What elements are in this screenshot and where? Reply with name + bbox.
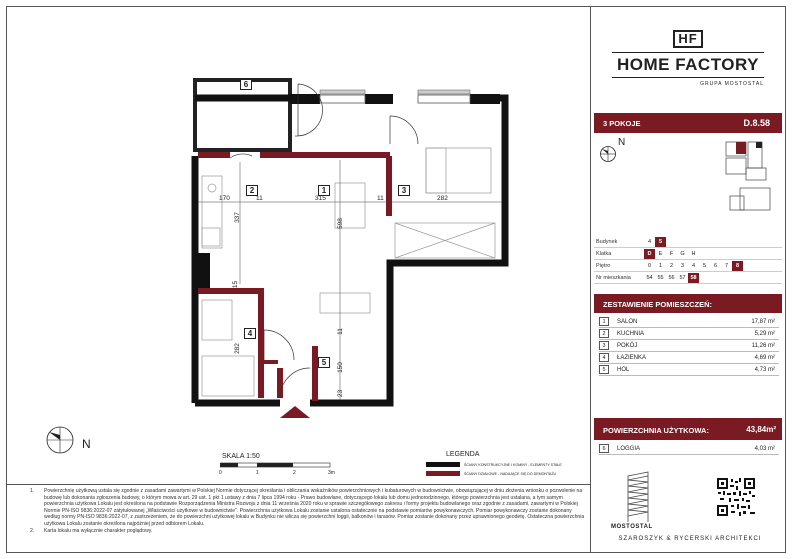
- mostostal-label: MOSTOSTAL: [611, 524, 653, 530]
- grid-cell: G: [680, 250, 685, 257]
- dim-11b: 11: [377, 195, 384, 202]
- grid-row-building: [594, 236, 782, 248]
- grid-cell: 7: [724, 262, 729, 269]
- room-number: 2: [599, 329, 609, 338]
- logo-name: HOME FACTORY: [612, 52, 764, 78]
- room-name: SALON: [617, 318, 638, 325]
- room-label-1: 1: [318, 185, 330, 196]
- room-list: [599, 316, 779, 376]
- usable-area-value: 43,84m²: [746, 425, 776, 434]
- room-area: 11,26 m²: [751, 342, 775, 349]
- room-name: KUCHNIA: [617, 330, 645, 337]
- unit-header-bar: [594, 113, 782, 133]
- room-label-2: 2: [246, 185, 258, 196]
- legend-item-partition: [426, 471, 556, 476]
- dim-15: 15: [232, 280, 240, 289]
- grid-label: Nr mieszkania: [596, 274, 631, 281]
- grid-cell: E: [658, 250, 663, 257]
- legend-text: ŚCIANY DZIAŁOWE - NADAJĄCE SIĘ DO DEMONTAŻU: [464, 471, 557, 476]
- home-factory-logo: [612, 30, 764, 92]
- note-text: Karta lokalu ma wyłącznie charakter poglądowy.: [44, 527, 153, 534]
- room-row: [599, 340, 779, 352]
- grid-cell: 57: [679, 274, 686, 281]
- dim-337: 337: [233, 212, 241, 223]
- room-name: ŁAZIENKA: [617, 354, 647, 361]
- grid-cell: H: [691, 250, 696, 257]
- legend-title: LEGENDA: [446, 451, 480, 458]
- grid-cell: 3: [680, 262, 685, 269]
- logo-mark: HF: [673, 30, 702, 48]
- grid-cell: 4: [647, 238, 652, 245]
- room-area: 4,03 m²: [754, 445, 775, 452]
- grid-cell-active: 8: [732, 261, 743, 271]
- grid-cell: 2: [669, 262, 674, 269]
- loggia-row: [599, 443, 779, 455]
- grid-cell: 54: [646, 274, 653, 281]
- summary-title: ZESTAWIENIE POMIESZCZEŃ:: [603, 300, 713, 309]
- summary-header-bar: [594, 294, 782, 313]
- grid-cell: 55: [657, 274, 664, 281]
- unit-code: D.8.58: [743, 118, 770, 128]
- notes-divider: [6, 484, 591, 485]
- room-label-5: 5: [318, 357, 330, 368]
- qr-code-icon[interactable]: [717, 478, 755, 516]
- grid-label: Klatka: [596, 250, 612, 257]
- panel-divider: [590, 6, 591, 553]
- compass-small-icon: [599, 145, 617, 163]
- grid-cell: 1: [658, 262, 663, 269]
- room-label-4: 4: [244, 328, 256, 339]
- grid-label: Budynek: [596, 238, 618, 245]
- note-text: Powierzchnię użytkową ustala się zgodnie z zasadami zawartymi w Polskiej Normie dotyczącej określania i obliczania wskaźników powierzchniowych i kubaturowych w budownictwie, obowiązującej w dniu złożenia wniosku o pozwolenie na budowę lub dokonania zgłoszenia budowy, o którym mowa w art. 29 ust. 1 pkt 1 ustawy z dnia 7 lipca 1994 roku - Prawo budowlane, dotyczącego lokalu lub domu jednorodzinnego, którego powierzchnia jest ustalana, a tym samym powierzchnia użytkowa Lokalu jest określona na podstawie Rozporządzenia Ministra Rozwoju z dnia 11 września 2020 roku w sprawie szczegółowego zakresu i formy projektu budowlanego oraz zgodnie z zasadami, zawartymi w Polskiej Normie PN-ISO 9836:2022-07 zatytułowanej „Właściwości użytkowe w budownictwie”. Powierzchnia użytkowa Lokalu zostanie ustalona ostatecznie na podstawie pomiarów powykonawczych. Pomiar powykonawczy zostanie dokonany według normy PN-ISO 9836:2022-07, z zastrzeżeniem, że do powierzchni użytkowej lokalu w Budynku nie wlicza się powierzchni loggii, balkonów i tarasów. Pomiar zostanie dokonany przez uprawnionego geodetę. Ostateczna powierzchnia użytkowa Lokalu zostanie określona najpóźniej przed odbiorem Lokalu.: [44, 488, 585, 527]
- scale-tick-3: 3m: [328, 470, 335, 476]
- room-label-6: 6: [240, 79, 252, 90]
- compass-icon: [45, 425, 75, 455]
- dim-23: 23: [337, 389, 345, 398]
- room-area: 5,29 m²: [754, 330, 775, 337]
- grid-cell: 4: [691, 262, 696, 269]
- legend-text: ŚCIANY KONSTRUKCYJNE I KOMINY - ELEMENTY STAŁE: [464, 462, 562, 467]
- mostostal-logo-icon: [614, 470, 664, 530]
- location-grid: [594, 236, 782, 284]
- grid-cell-active: 5: [655, 237, 666, 247]
- room-number: 6: [599, 444, 609, 453]
- legend-swatch: [426, 462, 460, 467]
- grid-cell-active: 58: [688, 273, 699, 283]
- usable-area-label: POWIERZCHNIA UŻYTKOWA:: [603, 426, 709, 435]
- usable-area-bar: [594, 418, 782, 440]
- room-area: 17,87 m²: [751, 318, 775, 325]
- dim-150: 150: [336, 362, 344, 373]
- logo-subtitle: GRUPA MOSTOSTAL: [700, 81, 764, 87]
- grid-cell: 56: [668, 274, 675, 281]
- room-row: [599, 352, 779, 364]
- grid-row-unit: [594, 272, 782, 284]
- grid-cell-active: D: [644, 249, 655, 259]
- legal-notes: [30, 488, 586, 534]
- room-label-3: 3: [398, 185, 410, 196]
- room-name: HOL: [617, 366, 630, 373]
- grid-cell: F: [669, 250, 674, 257]
- scale-title: SKALA 1:50: [222, 453, 260, 460]
- room-number: 4: [599, 353, 609, 362]
- room-area: 4,69 m²: [754, 354, 775, 361]
- note-item: [30, 528, 586, 535]
- rooms-count-label: 3 POKOJE: [603, 119, 641, 128]
- scale-bar: [220, 461, 340, 481]
- grid-cell: 5: [702, 262, 707, 269]
- scale-tick-2: 2: [293, 470, 296, 476]
- room-area: 4,73 m²: [754, 366, 775, 373]
- note-item: [30, 488, 586, 528]
- legend-swatch: [426, 471, 460, 476]
- dim-11c: 11: [336, 328, 344, 335]
- dim-282v: 282: [233, 343, 241, 354]
- room-row: [599, 364, 779, 376]
- grid-cell: 0: [647, 262, 652, 269]
- room-number: 3: [599, 341, 609, 350]
- dim-598: 598: [336, 218, 344, 229]
- dim-170: 170: [219, 195, 230, 202]
- scale-tick-0: 0: [219, 470, 222, 476]
- dim-282h: 282: [437, 195, 448, 202]
- room-name: LOGGIA: [617, 445, 641, 452]
- compass-big-north-label: N: [82, 437, 91, 451]
- compass-north-label: N: [618, 137, 626, 148]
- architects-credit: SZAROSZYK & RYCERSKI ARCHITEKCI: [618, 536, 762, 542]
- grid-cell: 6: [713, 262, 718, 269]
- room-number: 1: [599, 317, 609, 326]
- legend-item-structural: [426, 462, 562, 467]
- dim-11a: 11: [256, 195, 263, 202]
- loggia-list: [599, 443, 779, 455]
- room-name: POKÓJ: [617, 342, 638, 349]
- room-row: [599, 316, 779, 328]
- note-number: 1.: [30, 488, 35, 494]
- note-number: 2.: [30, 527, 35, 534]
- grid-row-staircase: [594, 248, 782, 260]
- room-number: 5: [599, 365, 609, 374]
- dim-315: 315: [315, 195, 326, 202]
- scale-tick-1: 1: [256, 470, 259, 476]
- floor-plan: [180, 78, 520, 418]
- grid-row-floor: [594, 260, 782, 272]
- grid-label: Piętro: [596, 262, 611, 269]
- key-plan-icon: [720, 138, 776, 218]
- room-row: [599, 328, 779, 340]
